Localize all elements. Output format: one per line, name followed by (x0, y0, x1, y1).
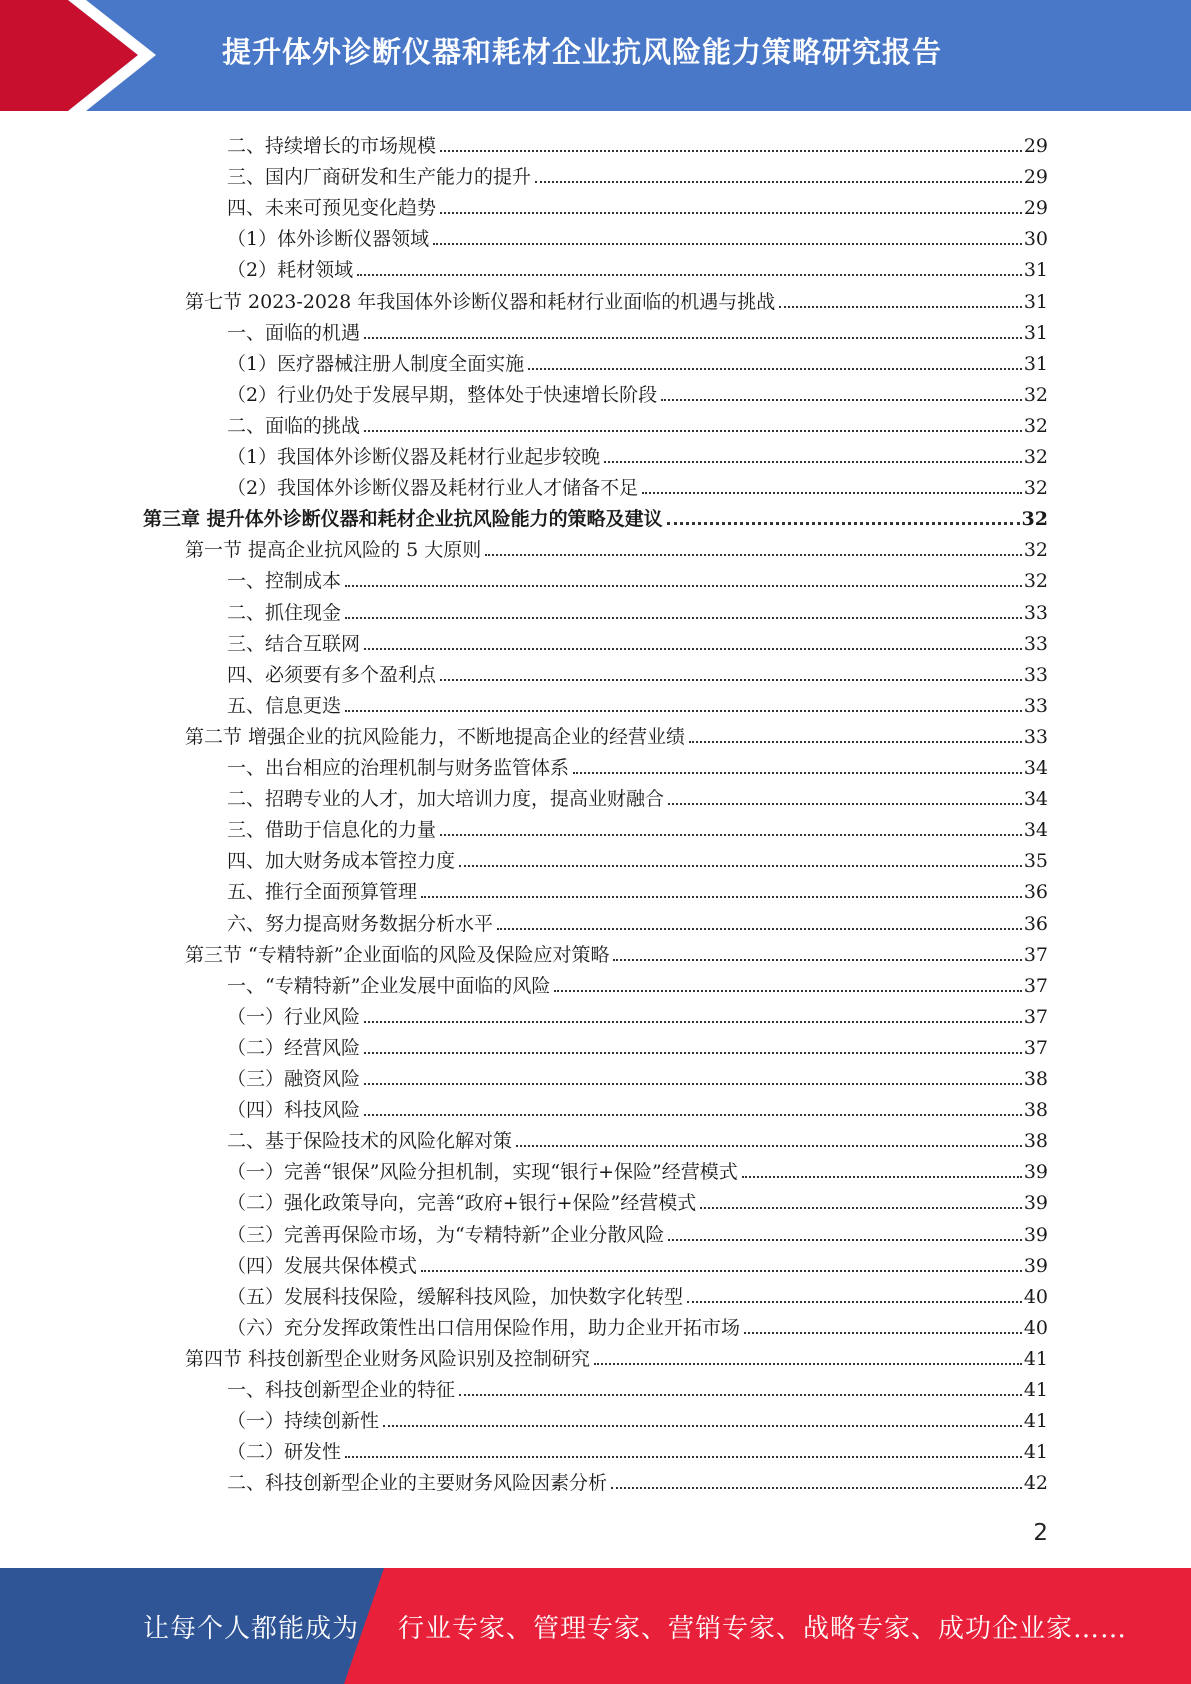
toc-entry-page: 33 (1023, 663, 1048, 686)
toc-entry-label: （1）我国体外诊断仪器及耗材行业起步较晚 (227, 446, 601, 468)
toc-entry-label: （四）发展共保体模式 (227, 1254, 418, 1277)
toc-entry-page: 36 (1023, 912, 1048, 935)
toc-dot-leader (497, 928, 1022, 930)
toc-dot-leader (594, 1363, 1022, 1365)
toc-dot-leader (364, 337, 1022, 339)
toc-entry[interactable] (227, 1029, 1048, 1060)
toc-entry[interactable] (227, 562, 1048, 593)
toc-dot-leader (364, 1083, 1022, 1085)
toc-entry[interactable] (227, 1402, 1048, 1433)
toc-entry[interactable] (227, 1216, 1048, 1247)
toc-entry-page: 40 (1023, 1285, 1048, 1308)
toc-entry[interactable] (227, 873, 1048, 904)
toc-entry-label: （三）完善再保险市场，为“专精特新”企业分散风险 (227, 1223, 665, 1246)
toc-dot-leader (440, 150, 1022, 152)
toc-entry-label: 一、控制成本 (227, 570, 342, 593)
toc-entry-page: 33 (1023, 725, 1048, 748)
toc-entry-page: 33 (1023, 601, 1048, 624)
toc-entry[interactable] (227, 656, 1048, 687)
toc-entry-label: 六、努力提高财务数据分析水平 (227, 912, 494, 935)
toc-entry-label: 第三节 “专精特新”企业面临的风险及保险应对策略 (185, 943, 610, 966)
toc-dot-leader (528, 368, 1022, 370)
toc-entry[interactable] (185, 718, 1048, 749)
toc-entry-label: 四、必须要有多个盈利点 (227, 663, 437, 686)
toc-dot-leader (383, 1425, 1022, 1427)
toc-entry-page: 33 (1023, 632, 1048, 655)
toc-entry-label: 第四节 科技创新型企业财务风险识别及控制研究 (185, 1347, 591, 1370)
toc-entry-label: （一）行业风险 (227, 1005, 361, 1028)
toc-entry-label: （二）经营风险 (227, 1036, 361, 1059)
toc-entry-label: （六）充分发挥政策性出口信用保险作用，助力企业开拓市场 (227, 1316, 741, 1339)
toc-entry-page: 40 (1023, 1316, 1048, 1339)
toc-entry-page: 37 (1023, 1005, 1048, 1028)
toc-entry[interactable] (227, 1184, 1048, 1215)
toc-entry-label: （2）行业仍处于发展早期，整体处于快速增长阶段 (227, 383, 658, 406)
toc-entry-page: 32 (1023, 539, 1048, 562)
toc-entry-page: 31 (1023, 321, 1048, 344)
toc-entry-label: 第三章 提升体外诊断仪器和耗材企业抗风险能力的策略及建议 (143, 508, 663, 531)
toc-entry-page: 38 (1023, 1068, 1048, 1090)
toc-entry[interactable] (227, 158, 1048, 189)
toc-entry-page: 34 (1023, 819, 1048, 842)
toc-entry-page: 37 (1023, 1036, 1048, 1059)
toc-entry[interactable] (227, 127, 1048, 158)
toc-dot-leader (744, 1332, 1022, 1334)
toc-entry-label: 二、抓住现金 (227, 601, 342, 624)
toc-dot-leader (742, 1176, 1022, 1178)
toc-dot-leader (345, 585, 1022, 587)
toc-entry-page: 39 (1023, 1192, 1048, 1215)
toc-dot-leader (433, 243, 1022, 245)
toc-entry-label: （三）融资风险 (227, 1068, 361, 1090)
toc-entry[interactable] (227, 594, 1048, 625)
toc-entry-label: （一）持续创新性 (227, 1410, 380, 1433)
toc-entry-label: （五）发展科技保险，缓解科技风险，加快数字化转型 (227, 1285, 684, 1308)
toc-dot-leader (364, 1021, 1022, 1023)
toc-entry-page: 42 (1023, 1472, 1048, 1495)
toc-entry[interactable] (227, 251, 1048, 282)
toc-entry-page: 29 (1023, 197, 1048, 220)
red-chevron-icon (0, 0, 160, 111)
toc-entry-page: 37 (1023, 943, 1048, 966)
toc-dot-leader (345, 710, 1022, 712)
toc-dot-leader (421, 896, 1022, 898)
toc-entry[interactable] (227, 469, 1048, 500)
toc-entry[interactable] (227, 1247, 1048, 1278)
toc-entry-page: 41 (1023, 1347, 1048, 1370)
toc-entry[interactable] (227, 687, 1048, 718)
toc-entry-page: 36 (1023, 881, 1048, 904)
toc-entry[interactable] (227, 625, 1048, 656)
toc-entry-label: 五、信息更迭 (227, 694, 342, 717)
toc-entry[interactable] (227, 905, 1048, 936)
toc-dot-leader (667, 522, 1020, 525)
toc-entry[interactable] (227, 407, 1048, 438)
toc-entry[interactable] (227, 1278, 1048, 1309)
toc-entry-page: 34 (1023, 757, 1048, 779)
toc-entry[interactable] (227, 189, 1048, 220)
toc-entry-label: （二）强化政策导向，完善“政府+银行+保险”经营模式 (227, 1192, 697, 1215)
toc-entry-page: 39 (1023, 1161, 1048, 1184)
toc-entry-label: 三、结合互联网 (227, 632, 361, 655)
toc-entry-page: 31 (1023, 259, 1048, 282)
toc-entry-page: 32 (1023, 477, 1048, 500)
toc-entry-label: 二、持续增长的市场规模 (227, 135, 437, 157)
toc-entry[interactable] (185, 936, 1048, 967)
toc-dot-leader (345, 617, 1022, 619)
toc-entry-label: （2）耗材领域 (227, 259, 354, 282)
page-footer (0, 1568, 1191, 1684)
toc-dot-leader (364, 1114, 1022, 1116)
toc-entry-page: 37 (1023, 974, 1048, 997)
toc-entry-label: 一、“专精特新”企业发展中面临的风险 (227, 974, 551, 997)
toc-entry-label: （2）我国体外诊断仪器及耗材行业人才储备不足 (227, 477, 639, 500)
toc-entry[interactable] (227, 967, 1048, 998)
toc-dot-leader (642, 492, 1022, 494)
toc-entry-label: 五、推行全面预算管理 (227, 881, 418, 904)
toc-entry-page: 32 (1023, 414, 1048, 437)
toc-entry[interactable] (227, 1371, 1048, 1402)
toc-entry[interactable] (185, 1340, 1048, 1371)
toc-entry[interactable] (227, 1060, 1048, 1091)
toc-entry-label: 第一节 提高企业抗风险的 5 大原则 (185, 539, 482, 562)
toc-entry-page: 33 (1023, 694, 1048, 717)
toc-entry-page: 39 (1023, 1223, 1048, 1246)
toc-entry[interactable] (227, 842, 1048, 873)
toc-entry-page: 30 (1023, 228, 1048, 251)
toc-dot-leader (345, 1456, 1022, 1458)
toc-dot-leader (485, 554, 1022, 556)
toc-dot-leader (459, 865, 1022, 867)
footer-slogan-right: 行业专家、管理专家、营销专家、战略专家、成功企业家…… (398, 1614, 1128, 1644)
toc-entry-label: 第七节 2023-2028 年我国体外诊断仪器和耗材行业面临的机遇与挑战 (185, 290, 776, 313)
toc-entry[interactable] (227, 438, 1048, 469)
toc-entry-page: 41 (1023, 1410, 1048, 1433)
toc-entry[interactable] (227, 220, 1048, 251)
toc-entry[interactable] (143, 500, 1048, 531)
toc-entry[interactable] (227, 376, 1048, 407)
toc-entry[interactable] (227, 1433, 1048, 1464)
toc-dot-leader (440, 212, 1022, 214)
toc-dot-leader (421, 1270, 1022, 1272)
toc-entry-page: 39 (1023, 1254, 1048, 1277)
toc-entry-page: 29 (1023, 166, 1048, 189)
toc-dot-leader (668, 803, 1022, 805)
toc-entry-label: （1）医疗器械注册人制度全面实施 (227, 352, 525, 375)
toc-dot-leader (364, 648, 1022, 650)
toc-dot-leader (604, 461, 1022, 463)
toc-dot-leader (573, 772, 1022, 774)
toc-entry[interactable] (227, 1122, 1048, 1153)
toc-dot-leader (611, 1487, 1022, 1489)
document-title: 提升体外诊断仪器和耗材企业抗风险能力策略研究报告 (222, 35, 943, 69)
toc-dot-leader (700, 1207, 1022, 1209)
toc-entry-page: 31 (1023, 290, 1048, 313)
toc-entry-label: （四）科技风险 (227, 1099, 361, 1122)
toc-dot-leader (364, 1052, 1022, 1054)
toc-entry-page: 32 (1023, 383, 1048, 406)
toc-dot-leader (687, 1301, 1022, 1303)
toc-dot-leader (689, 741, 1022, 743)
toc-entry-page: 29 (1023, 135, 1048, 157)
toc-dot-leader (554, 990, 1021, 992)
toc-entry-label: 四、未来可预见变化趋势 (227, 197, 437, 220)
page-number: 2 (1033, 1520, 1048, 1546)
toc-entry-page: 32 (1021, 508, 1048, 531)
toc-entry-label: （一）完善“银保”风险分担机制，实现“银行+保险”经营模式 (227, 1161, 738, 1184)
toc-entry-label: 二、招聘专业的人才，加大培训力度，提高业财融合 (227, 788, 665, 811)
toc-entry-page: 38 (1023, 1130, 1048, 1153)
toc-entry[interactable] (227, 1091, 1048, 1122)
toc-entry-label: 二、面临的挑战 (227, 414, 361, 437)
toc-entry-page: 32 (1023, 570, 1048, 593)
toc-entry[interactable] (185, 283, 1048, 314)
toc-dot-leader (357, 274, 1022, 276)
toc-dot-leader (779, 306, 1022, 308)
footer-slogan-left: 让每个人都能成为 (143, 1614, 360, 1644)
toc-entry-label: 三、国内厂商研发和生产能力的提升 (227, 166, 532, 189)
toc-dot-leader (459, 1394, 1022, 1396)
toc-dot-leader (661, 399, 1022, 401)
toc-entry-page: 38 (1023, 1099, 1048, 1122)
toc-entry[interactable] (227, 811, 1048, 842)
toc-entry[interactable] (227, 1153, 1048, 1184)
toc-entry-label: 一、面临的机遇 (227, 321, 361, 344)
toc-dot-leader (516, 1145, 1022, 1147)
toc-entry-label: 第二节 增强企业的抗风险能力，不断地提高企业的经营业绩 (185, 725, 686, 748)
toc-entry[interactable] (227, 1464, 1048, 1495)
toc-dot-leader (440, 679, 1022, 681)
toc-entry[interactable] (227, 998, 1048, 1029)
toc-dot-leader (668, 1239, 1021, 1241)
toc-entry[interactable] (227, 780, 1048, 811)
toc-entry-page: 32 (1023, 446, 1048, 468)
toc-entry[interactable] (185, 531, 1048, 562)
toc-dot-leader (440, 834, 1022, 836)
toc-dot-leader (613, 959, 1021, 961)
toc-entry-page: 41 (1023, 1379, 1048, 1401)
toc-entry-page: 31 (1023, 352, 1048, 375)
toc-entry-label: （1）体外诊断仪器领域 (227, 228, 430, 251)
toc-entry-label: 二、科技创新型企业的主要财务风险因素分析 (227, 1472, 608, 1495)
toc-entry-label: 四、加大财务成本管控力度 (227, 850, 456, 873)
toc-entry-label: 三、借助于信息化的力量 (227, 819, 437, 842)
toc-entry-page: 41 (1023, 1441, 1048, 1464)
toc-entry[interactable] (227, 1309, 1048, 1340)
toc-entry-label: 一、出台相应的治理机制与财务监管体系 (227, 757, 570, 779)
toc-entry[interactable] (227, 345, 1048, 376)
toc-entry-label: 二、基于保险技术的风险化解对策 (227, 1130, 513, 1153)
toc-entry-page: 35 (1023, 850, 1048, 873)
toc-dot-leader (364, 430, 1022, 432)
page-header (0, 0, 1191, 111)
toc-entry[interactable] (227, 314, 1048, 345)
toc-entry[interactable] (227, 749, 1048, 780)
toc-dot-leader (535, 181, 1022, 183)
toc-entry-label: （二）研发性 (227, 1441, 342, 1464)
toc-entry-page: 34 (1023, 788, 1048, 811)
toc-entry-label: 一、科技创新型企业的特征 (227, 1379, 456, 1401)
